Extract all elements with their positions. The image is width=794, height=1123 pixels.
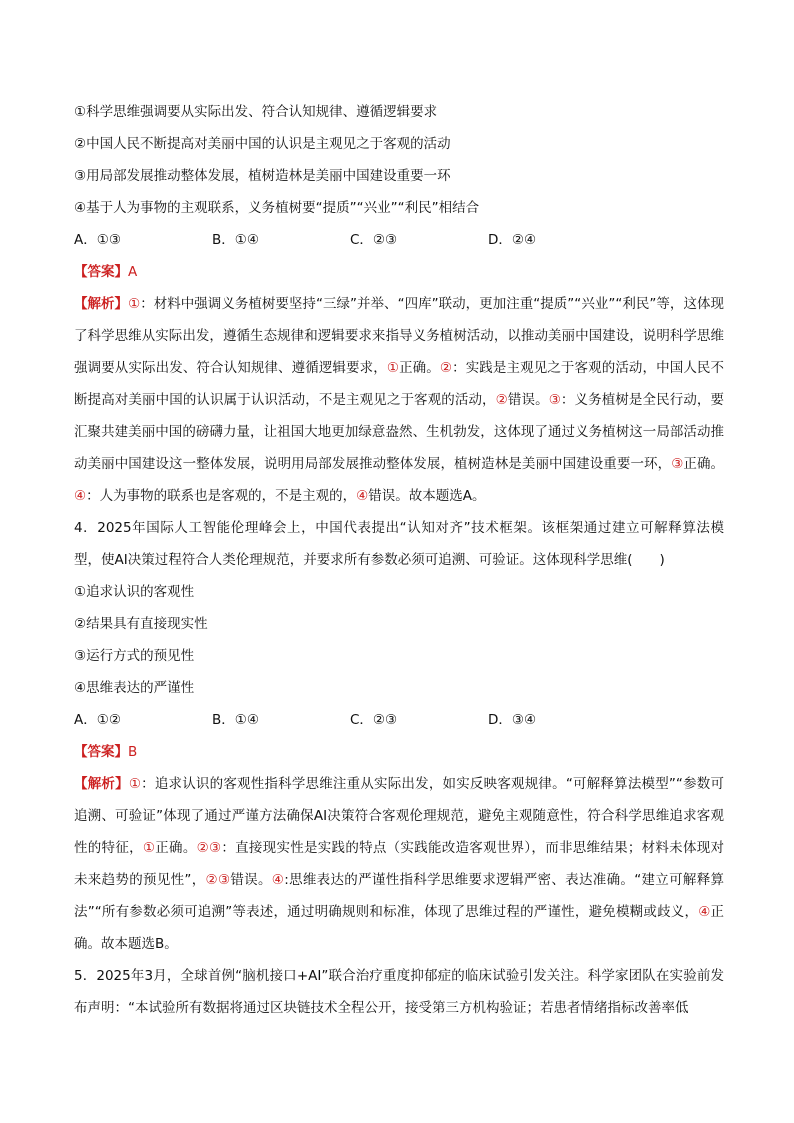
q4-stem: 4．2025年国际人工智能伦理峰会上，中国代表提出“认知对齐”技术框架。该框架通过建立可解释算法模型，使AI决策过程符合人类伦理规范，并要求所有参数必须可追溯、可验证。这体现科学思维( ) [74,520,724,568]
q3-analysis [74,288,724,512]
q4-choice-b: B．①④ [212,712,259,728]
circled-number-marker: ②③ [205,872,231,888]
q4-choice-c: C．②③ [350,712,398,728]
q5-stem: 5．2025年3月，全球首例“脑机接口+AI”联合治疗重度抑郁症的临床试验引发关注。科学家团队在实验前发布声明：“本试验所有数据将通过区块链技术全程公开，接受第三方机构验证；若患者情绪指标改善率低 [74,968,724,1016]
q4-analysis [74,768,724,960]
q4-answer-value: B [128,744,138,760]
q3-option-3: ③用局部发展推动整体发展，植树造林是美丽中国建设重要一环 [74,168,451,184]
q3-option-4: ④基于人为事物的主观联系，义务植树要“提质”“兴业”“利民”相结合 [74,200,480,216]
q4-answer [74,736,724,768]
circled-number-marker: ② [495,392,508,408]
circled-number-marker: ① [128,296,141,312]
circled-number-marker: ③ [671,456,684,472]
circled-number-marker: ① [142,840,156,856]
q3-choice-d: D．②④ [488,232,537,248]
q4-analysis-text: ①：追求认识的客观性指科学思维注重从实际出发，如实反映客观规律。“可解释算法模型”“参数可追溯、可验证”体现了通过严谨方法确保AI决策符合客观伦理规范，避免主观随意性，符合科学思维追求客观性的特征，①正确。②③：直接现实性是实践的特点（实践能改造客观世界），而非思维结果；材料未体现对未来趋势的预见性”，②③错误。④:思维表达的严谨性指科学思维要求逻辑严密、表达准确。“建立可解释算法”“所有参数必须可追溯”等表述，通过明确规则和标准，体现了思维过程的严谨性，避免模糊或歧义，④正确。故本题选B。 [74,776,725,952]
q4-choices [74,704,724,736]
q4-option-3: ③运行方式的预见性 [74,648,195,664]
q3-choice-c: C．②③ [350,232,398,248]
document-page [74,96,724,1024]
q4-choice-a: A．①② [74,712,121,728]
q3-choices [74,224,724,256]
circled-number-marker: ① [128,776,142,792]
circled-number-marker: ① [386,360,400,376]
q4-option-4: ④思维表达的严谨性 [74,680,195,696]
q4-option-1: ①追求认识的客观性 [74,584,195,600]
circled-number-marker: ④ [271,872,285,888]
circled-number-marker: ④ [356,488,369,504]
circled-number-marker: ④ [74,488,87,504]
q3-analysis-text: ①：材料中强调义务植树要坚持“三绿”并举、“四库”联动，更加注重“提质”“兴业”“利民”等，这体现了科学思维从实际出发，遵循生态规律和逻辑要求来指导义务植树活动，以推动美丽中国建设，说明科学思维强调要从实际出发、符合认知规律、遵循逻辑要求，①正确。②：实践是主观见之于客观的活动，中国人民不断提高对美丽中国的认识属于认识活动，不是主观见之于客观的活动，②错误。③：义务植树是全民行动，要汇聚共建美丽中国的磅礴力量，让祖国大地更加绿意盎然、生机勃发，这体现了通过义务植树这一局部活动推动美丽中国建设这一整体发展，说明用局部发展推动整体发展，植树造林是美丽中国建设重要一环，③正确。④：人为事物的联系也是客观的，不是主观的，④错误。故本题选A。 [74,296,725,504]
q3-option-2: ②中国人民不断提高对美丽中国的认识是主观见之于客观的活动 [74,136,451,152]
q3-analysis-tag: 【解析】 [74,296,129,312]
q3-answer [74,256,724,288]
circled-number-marker: ② [439,360,453,376]
circled-number-marker: ④ [698,904,711,920]
q3-answer-tag: 【答案】 [74,264,128,280]
circled-number-marker: ②③ [196,840,222,856]
q4-answer-tag: 【答案】 [74,744,128,760]
q3-option-1: ①科学思维强调要从实际出发、符合认知规律、遵循逻辑要求 [74,104,438,120]
q4-choice-d: D．③④ [488,712,537,728]
q4-analysis-tag: 【解析】 [74,776,129,792]
q3-choice-a: A．①③ [74,232,121,248]
q3-answer-value: A [128,264,138,280]
q4-option-2: ②结果具有直接现实性 [74,616,208,632]
circled-number-marker: ③ [548,392,561,408]
q3-choice-b: B．①④ [212,232,259,248]
